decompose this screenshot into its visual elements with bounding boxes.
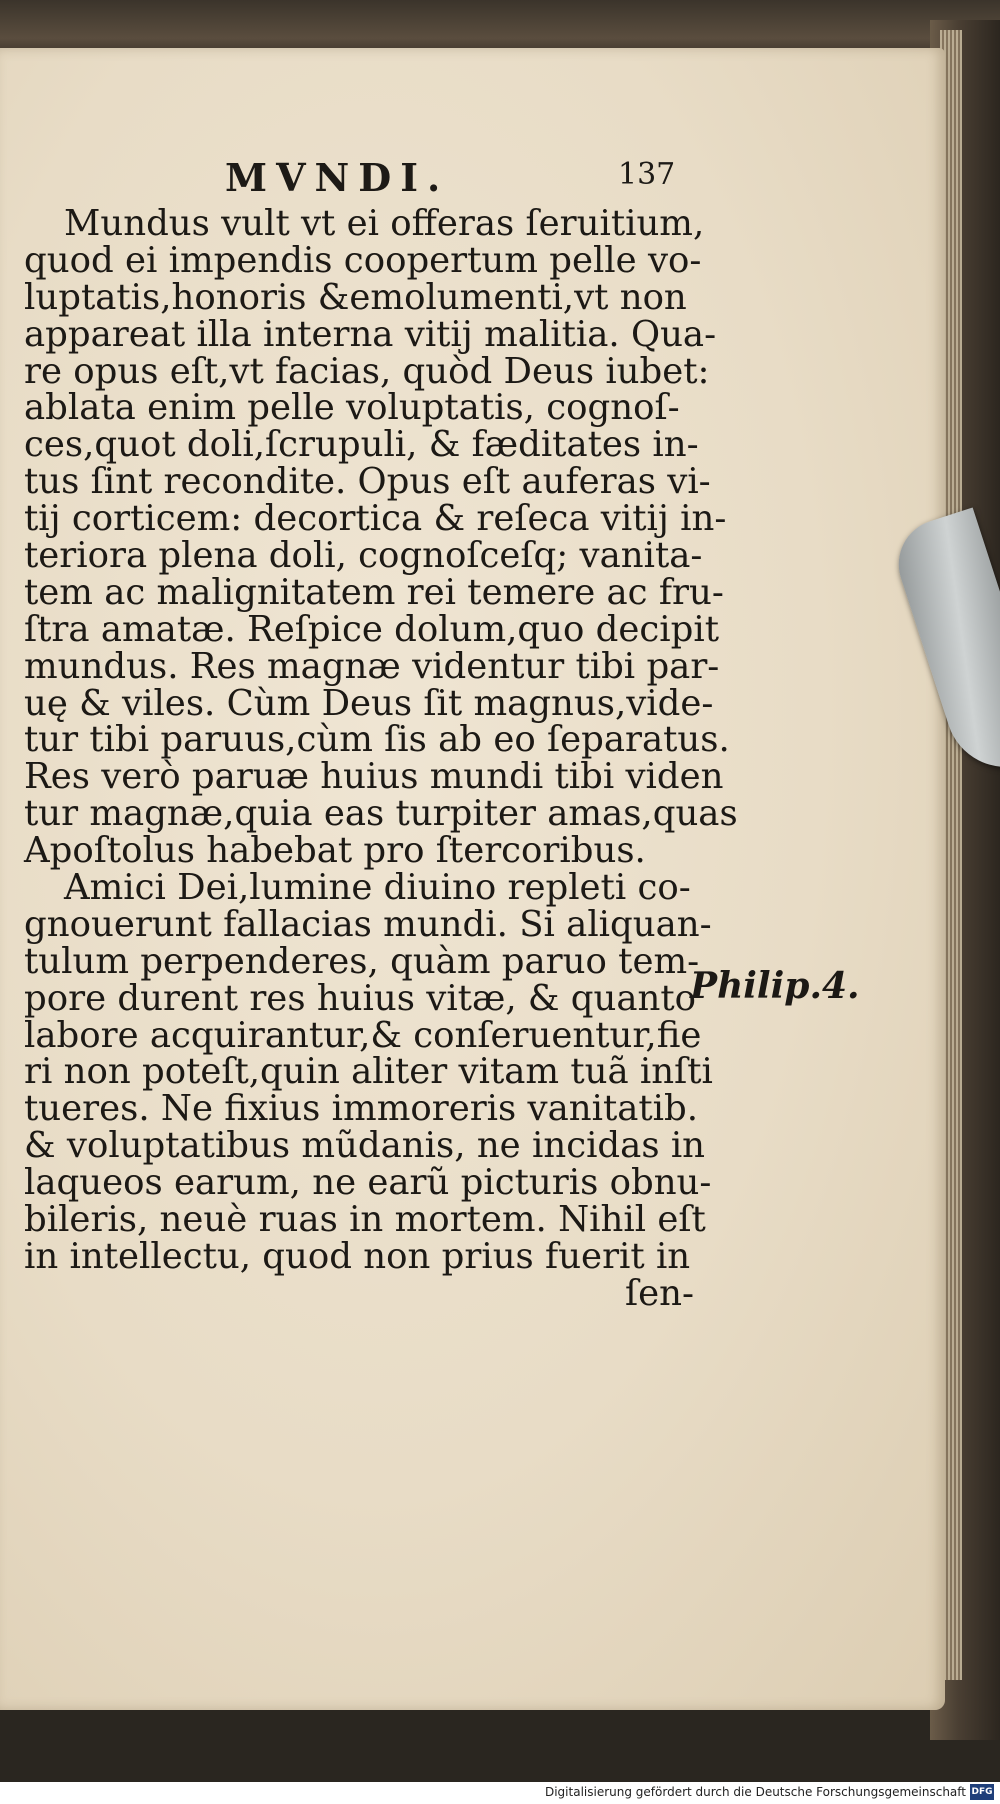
text-line: Apoſtolus habebat pro ſtercoribus. <box>24 830 646 872</box>
text-line: in intellectu, quod non prius fuerit in <box>24 1235 691 1277</box>
text-line: ces,quot doli,ſcrupuli, & fæditates in- <box>24 424 699 466</box>
text-line: appareat illa interna vitij malitia. Qua- <box>24 313 717 355</box>
text-line: tur magnæ,quia eas turpiter amas,quas <box>24 793 738 835</box>
text-line: re opus eſt,vt facias, quòd Deus iubet: <box>24 350 710 392</box>
text-line: gnouerunt fallacias mundi. Si aliquan- <box>24 903 712 945</box>
text-line: bileris, neuè ruas in mortem. Nihil eſt <box>24 1199 706 1241</box>
text-line: tij corticem: decortica & reſeca vitij in- <box>24 498 727 540</box>
margin-note: Philip.4. <box>690 965 860 1007</box>
text-line: Mundus vult vt ei offeras ſeruitium, <box>64 203 705 244</box>
text-line: pore durent res huius vitæ, & quanto <box>24 977 697 1019</box>
text-line: ri non poteſt,quin aliter vitam tuã inſti <box>24 1051 713 1093</box>
text-line: tueres. Ne fixius immoreris vanitatib. <box>24 1088 699 1130</box>
text-line: teriora plena doli, cognoſceſq; vanita- <box>24 535 703 577</box>
running-title: MVNDI. <box>225 155 450 200</box>
text-line: tur tibi paruus,cùm ſis ab eo ſeparatus. <box>24 719 730 761</box>
text-line: labore acquirantur,& conſeruentur,fie <box>24 1014 702 1056</box>
text-line: Amici Dei,lumine diuino repleti co- <box>64 867 691 909</box>
text-line: ablata enim pelle voluptatis, cognoſ- <box>24 387 680 429</box>
text-line: luptatis,honoris &emolumenti,vt non <box>24 276 687 318</box>
page-number: 137 <box>618 157 676 192</box>
text-line: ſtra amatæ. Reſpice dolum,quo decipit <box>24 608 719 650</box>
text-line: tulum perpenderes, quàm paruo tem- <box>24 940 700 982</box>
body-text <box>24 203 738 1314</box>
dfg-logo-icon: DFG <box>970 1784 994 1800</box>
footer-bar <box>0 1782 1000 1804</box>
text-line: Res verò paruæ huius mundi tibi viden <box>24 756 724 798</box>
catchword: ſen- <box>624 1272 694 1314</box>
text-line: tem ac malignitatem rei temere ac fru- <box>24 571 724 613</box>
text-line: uę & viles. Cùm Deus ſit magnus,vide- <box>24 682 714 724</box>
text-line: & voluptatibus mũdanis, ne incidas in <box>24 1125 706 1167</box>
funding-credit: Digitalisierung gefördert durch die Deutsche Forschungsgemeinschaft <box>544 1785 966 1799</box>
text-line: laqueos earum, ne earũ picturis obnu- <box>24 1162 712 1204</box>
text-line: quod ei impendis coopertum pelle vo- <box>24 239 702 281</box>
text-line: tus ſint recondite. Opus eſt auferas vi- <box>24 461 711 503</box>
text-line: mundus. Res magnæ videntur tibi par- <box>24 645 720 687</box>
